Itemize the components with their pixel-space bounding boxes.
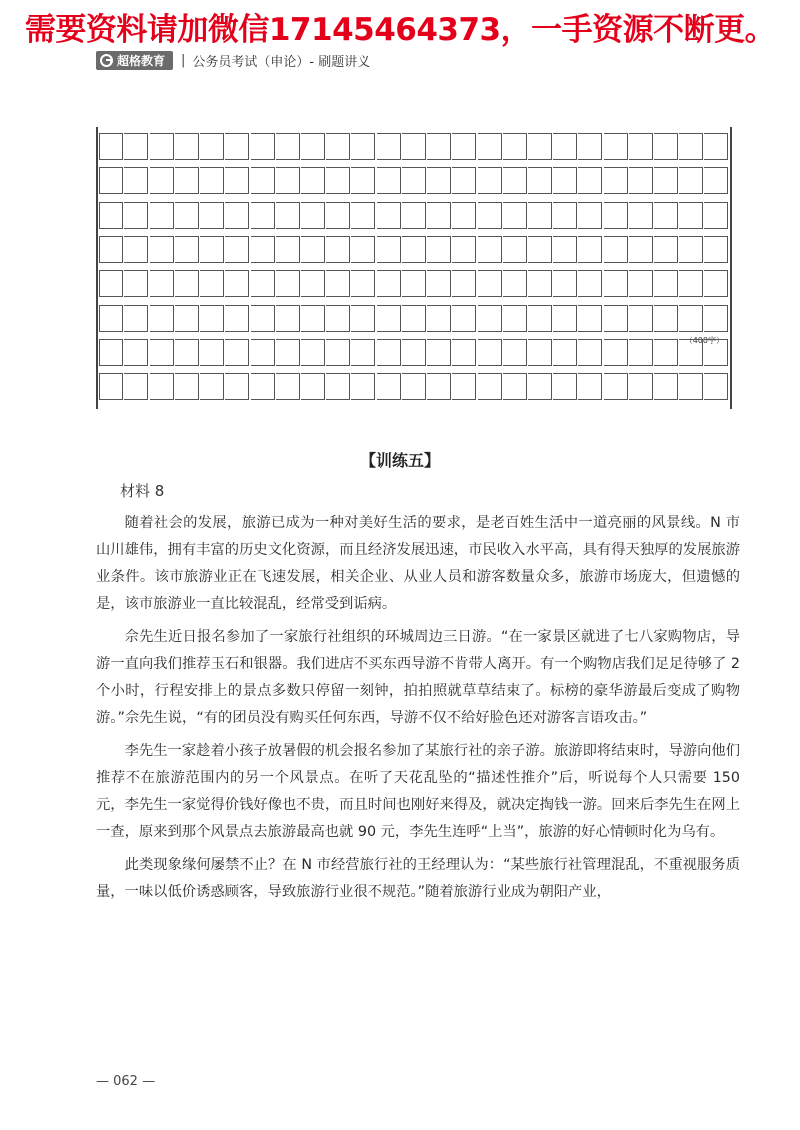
grid-cell — [326, 270, 350, 297]
grid-cell — [629, 167, 653, 194]
grid-row — [98, 202, 730, 229]
grid-cell — [351, 373, 375, 400]
grid-row — [98, 236, 730, 263]
grid-cell — [99, 167, 123, 194]
grid-cell — [276, 202, 300, 229]
grid-cell — [377, 133, 401, 160]
grid-cell — [124, 167, 148, 194]
grid-cell — [679, 270, 703, 297]
grid-cell — [150, 339, 174, 366]
grid-cell — [427, 133, 451, 160]
grid-cell — [704, 339, 728, 366]
grid-cell — [427, 339, 451, 366]
grid-cell — [629, 270, 653, 297]
grid-cell — [452, 236, 476, 263]
grid-cell — [326, 305, 350, 332]
paragraph: 佘先生近日报名参加了一家旅行社组织的环城周边三日游。“在一家景区就进了七八家购物店，导游一直向我们推荐玉石和银器。我们进店不买东西导游不肯带人离开。有一个购物店我们足足待够了 2 个小时，行程安排上的景点多数只停留一刻钟，拍拍照就草草结束了。标榜的豪华游最后变成了购物游。”佘先生说，“有的团员没有购买任何东西，导游不仅不给好脸色还对游客言语攻击。” — [96, 629, 740, 726]
grid-cell — [175, 305, 199, 332]
grid-cell — [225, 202, 249, 229]
material-label: 材料 8 — [120, 482, 165, 500]
grid-cell — [225, 133, 249, 160]
grid-cell — [276, 167, 300, 194]
grid-cell — [301, 270, 325, 297]
grid-cell — [251, 167, 275, 194]
grid-cell — [377, 236, 401, 263]
grid-cell — [402, 305, 426, 332]
grid-cell — [452, 133, 476, 160]
grid-cell — [578, 339, 602, 366]
grid-cell — [402, 167, 426, 194]
grid-cell — [99, 305, 123, 332]
grid-cell — [578, 373, 602, 400]
grid-cell — [200, 270, 224, 297]
grid-cell — [326, 202, 350, 229]
grid-cell — [704, 373, 728, 400]
grid-cell — [175, 167, 199, 194]
grid-cell — [225, 236, 249, 263]
grid-cell — [251, 133, 275, 160]
grid-cell — [301, 373, 325, 400]
grid-cell — [200, 305, 224, 332]
grid-cell — [251, 270, 275, 297]
grid-cell — [175, 133, 199, 160]
material-body — [96, 510, 740, 912]
publisher-logo — [96, 51, 173, 70]
grid-cell — [604, 270, 628, 297]
grid-cell — [427, 270, 451, 297]
grid-cell — [351, 133, 375, 160]
grid-cell — [478, 236, 502, 263]
grid-cell — [276, 339, 300, 366]
grid-cell — [326, 133, 350, 160]
grid-cell — [124, 339, 148, 366]
grid-cell — [377, 167, 401, 194]
grid-cell — [654, 202, 678, 229]
grid-cell — [503, 202, 527, 229]
grid-cell — [629, 202, 653, 229]
grid-cell — [604, 305, 628, 332]
header-separator: | — [181, 52, 186, 68]
page-number: — 062 — — [96, 1074, 156, 1089]
grid-cell — [503, 305, 527, 332]
grid-cell — [604, 202, 628, 229]
book-title: 公务员考试（申论）- 刷题讲义 — [192, 54, 371, 70]
grid-cell — [150, 373, 174, 400]
grid-row — [98, 339, 730, 366]
grid-cell — [578, 305, 602, 332]
grid-cell — [553, 305, 577, 332]
grid-cell — [704, 236, 728, 263]
grid-cell — [452, 373, 476, 400]
logo-icon — [100, 54, 113, 67]
grid-cell — [553, 373, 577, 400]
grid-cell — [478, 373, 502, 400]
grid-cell — [528, 133, 552, 160]
grid-cell — [528, 339, 552, 366]
grid-cell — [604, 133, 628, 160]
grid-cell — [351, 270, 375, 297]
grid-cell — [679, 167, 703, 194]
grid-cell — [351, 202, 375, 229]
grid-cell — [326, 167, 350, 194]
grid-cell — [553, 133, 577, 160]
grid-cell — [175, 339, 199, 366]
grid-cell — [478, 133, 502, 160]
grid-cell — [99, 133, 123, 160]
grid-cell — [578, 236, 602, 263]
grid-cell — [251, 305, 275, 332]
grid-row — [98, 270, 730, 297]
grid-cell — [402, 236, 426, 263]
grid-cell — [351, 236, 375, 263]
grid-cell — [553, 167, 577, 194]
grid-cell — [503, 236, 527, 263]
grid-cell — [654, 373, 678, 400]
grid-cell — [503, 270, 527, 297]
grid-cell — [402, 202, 426, 229]
grid-cell — [225, 339, 249, 366]
grid-cell — [629, 305, 653, 332]
grid-cell — [478, 202, 502, 229]
grid-cell — [503, 167, 527, 194]
paragraph: 随着社会的发展，旅游已成为一种对美好生活的要求，是老百姓生活中一道亮丽的风景线。N 市山川雄伟，拥有丰富的历史文化资源，而且经济发展迅速，市民收入水平高，具有得天独厚的发展旅游业条件。该市旅游业正在飞速发展，相关企业、从业人员和游客数量众多，旅游市场庞大，但遗憾的是，该市旅游业一直比较混乱，经常受到诟病。 — [96, 515, 740, 612]
grid-cell — [402, 339, 426, 366]
grid-cell — [124, 236, 148, 263]
grid-row — [98, 133, 730, 160]
grid-cell — [679, 236, 703, 263]
grid-row — [98, 305, 730, 332]
grid-cell — [99, 373, 123, 400]
grid-cell — [276, 133, 300, 160]
grid-cell — [427, 167, 451, 194]
grid-cell — [604, 373, 628, 400]
grid-cell — [452, 339, 476, 366]
grid-cell — [604, 339, 628, 366]
grid-cell — [175, 270, 199, 297]
grid-cell — [427, 305, 451, 332]
grid-cell — [503, 339, 527, 366]
grid-cell — [200, 339, 224, 366]
grid-cell — [301, 133, 325, 160]
grid-cell — [578, 202, 602, 229]
grid-cell — [704, 305, 728, 332]
grid-cell — [251, 236, 275, 263]
grid-cell — [503, 373, 527, 400]
grid-cell — [175, 236, 199, 263]
watermark-text: 需要资料请加微信17145464373，一手资源不断更。 — [24, 12, 776, 48]
grid-cell — [629, 339, 653, 366]
grid-cell — [150, 202, 174, 229]
grid-cell — [200, 133, 224, 160]
grid-cell — [553, 202, 577, 229]
grid-cell — [377, 305, 401, 332]
grid-cell — [225, 167, 249, 194]
grid-cell — [528, 202, 552, 229]
grid-cell — [351, 167, 375, 194]
grid-cell — [276, 373, 300, 400]
grid-cell — [478, 339, 502, 366]
grid-cell — [200, 202, 224, 229]
grid-cell — [276, 270, 300, 297]
grid-cell — [528, 236, 552, 263]
grid-cell — [251, 373, 275, 400]
grid-cell — [629, 133, 653, 160]
grid-cell — [578, 133, 602, 160]
grid-cell — [301, 202, 325, 229]
grid-cell — [654, 270, 678, 297]
grid-cell — [427, 236, 451, 263]
grid-cell — [150, 305, 174, 332]
grid-cell — [301, 167, 325, 194]
grid-cell — [225, 305, 249, 332]
grid-row — [98, 167, 730, 194]
grid-cell — [377, 339, 401, 366]
grid-cell — [604, 236, 628, 263]
grid-cell — [528, 373, 552, 400]
grid-cell — [99, 339, 123, 366]
grid-cell — [654, 339, 678, 366]
grid-cell — [326, 373, 350, 400]
grid-cell — [478, 270, 502, 297]
grid-cell — [528, 167, 552, 194]
grid-cell — [704, 167, 728, 194]
grid-cell — [150, 236, 174, 263]
grid-cell — [175, 373, 199, 400]
grid-cell — [679, 133, 703, 160]
grid-cell — [553, 339, 577, 366]
grid-cell — [200, 236, 224, 263]
grid-cell — [99, 236, 123, 263]
grid-cell — [679, 202, 703, 229]
grid-cell — [654, 167, 678, 194]
page-header — [96, 50, 370, 70]
grid-cell — [301, 236, 325, 263]
section-title: 【训练五】 — [359, 451, 440, 470]
grid-cell — [402, 133, 426, 160]
grid-cell — [679, 373, 703, 400]
grid-cell — [175, 202, 199, 229]
grid-cell — [679, 339, 703, 366]
logo-label: 超格教育 — [117, 53, 166, 68]
grid-cell — [654, 305, 678, 332]
grid-cell — [225, 373, 249, 400]
grid-cell — [377, 373, 401, 400]
grid-cell — [124, 270, 148, 297]
grid-cell — [629, 236, 653, 263]
grid-cell — [478, 305, 502, 332]
paragraph: 此类现象缘何屡禁不止？在 N 市经营旅行社的王经理认为：“某些旅行社管理混乱，不重视服务质量，一味以低价诱惑顾客，导致旅游行业很不规范。”随着旅游行业成为朝阳产业， — [96, 857, 740, 900]
grid-cell — [654, 133, 678, 160]
grid-cell — [200, 167, 224, 194]
grid-cell — [704, 133, 728, 160]
grid-cell — [427, 202, 451, 229]
grid-cell — [200, 373, 224, 400]
grid-cell — [578, 167, 602, 194]
grid-cell — [578, 270, 602, 297]
grid-cell — [553, 236, 577, 263]
grid-cell — [251, 202, 275, 229]
grid-cell — [99, 270, 123, 297]
grid-cell — [301, 305, 325, 332]
grid-cell — [503, 133, 527, 160]
grid-cell — [150, 270, 174, 297]
grid-cell — [124, 373, 148, 400]
grid-cell — [402, 373, 426, 400]
grid-cell — [478, 167, 502, 194]
grid-cell — [351, 339, 375, 366]
grid-cell — [704, 270, 728, 297]
grid-cell — [679, 305, 703, 332]
grid-cell — [276, 305, 300, 332]
grid-cell — [704, 202, 728, 229]
word-count-label: （400字） — [684, 336, 724, 345]
grid-cell — [150, 133, 174, 160]
grid-cell — [452, 305, 476, 332]
grid-cell — [377, 202, 401, 229]
grid-cell — [150, 167, 174, 194]
grid-cell — [124, 202, 148, 229]
grid-cell — [528, 270, 552, 297]
grid-cell — [276, 236, 300, 263]
grid-cell — [326, 339, 350, 366]
grid-cell — [452, 202, 476, 229]
grid-cell — [251, 339, 275, 366]
answer-grid — [96, 127, 732, 409]
grid-cell — [351, 305, 375, 332]
grid-cell — [377, 270, 401, 297]
grid-cell — [528, 305, 552, 332]
grid-cell — [124, 133, 148, 160]
paragraph: 李先生一家趁着小孩子放暑假的机会报名参加了某旅行社的亲子游。旅游即将结束时，导游向他们推荐不在旅游范围内的另一个风景点。在听了天花乱坠的“描述性推介”后，听说每个人只需要 150 元，李先生一家觉得价钱好像也不贵，而且时间也刚好来得及，就决定掏钱一游。回来后李先生在网上一查，原来到那个风景点去旅游最高也就 90 元，李先生连呼“上当”，旅游的好心情顿时化为乌有。 — [96, 743, 740, 840]
grid-cell — [629, 373, 653, 400]
grid-cell — [301, 339, 325, 366]
grid-cell — [124, 305, 148, 332]
grid-cell — [452, 270, 476, 297]
grid-cell — [326, 236, 350, 263]
grid-cell — [553, 270, 577, 297]
grid-row — [98, 373, 730, 400]
grid-cell — [225, 270, 249, 297]
grid-cell — [604, 167, 628, 194]
grid-cell — [452, 167, 476, 194]
grid-cell — [427, 373, 451, 400]
grid-cell — [402, 270, 426, 297]
grid-cell — [99, 202, 123, 229]
grid-cell — [654, 236, 678, 263]
